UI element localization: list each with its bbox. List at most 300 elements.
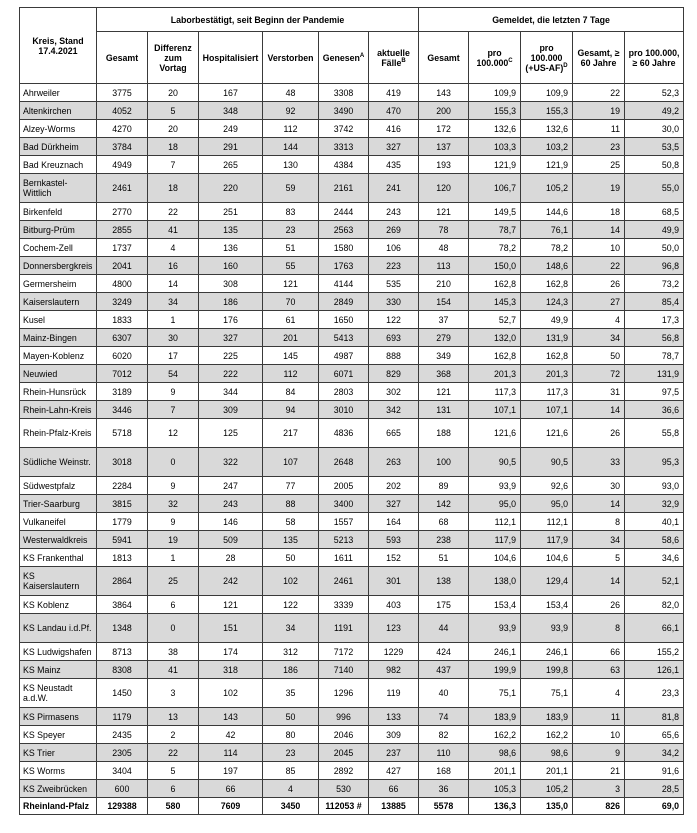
table-row bbox=[20, 102, 684, 120]
cell-diff-prev-day: 0 bbox=[148, 448, 199, 477]
cell-total-60plus: 30 bbox=[573, 477, 625, 495]
cell-week-total: 120 bbox=[419, 174, 469, 203]
table-row bbox=[20, 329, 684, 347]
cell-total: 5718 bbox=[97, 419, 148, 448]
cell-total-60plus: 19 bbox=[573, 102, 625, 120]
cell-per-100k-60plus: 96,8 bbox=[625, 257, 684, 275]
cell-per-100k-us-af: 117,9 bbox=[521, 531, 573, 549]
cell-total-60plus: 5 bbox=[573, 549, 625, 567]
cell-total-60plus: 72 bbox=[573, 365, 625, 383]
cell-deceased: 112 bbox=[263, 120, 319, 138]
cell-total-60plus: 11 bbox=[573, 120, 625, 138]
cell-total-60plus: 27 bbox=[573, 293, 625, 311]
cell-total: 3864 bbox=[97, 596, 148, 614]
cell-per-100k-us-af: 105,2 bbox=[521, 174, 573, 203]
cell-diff-prev-day: 34 bbox=[148, 293, 199, 311]
cell-per-100k-60plus: 23,3 bbox=[625, 679, 684, 708]
total-per-100k-60plus: 69,0 bbox=[625, 798, 684, 815]
district-name: Germersheim bbox=[20, 275, 97, 293]
district-name: KS Speyer bbox=[20, 726, 97, 744]
cell-total-60plus: 10 bbox=[573, 726, 625, 744]
cell-deceased: 94 bbox=[263, 401, 319, 419]
cell-per-100k-60plus: 73,2 bbox=[625, 275, 684, 293]
table-row bbox=[20, 203, 684, 221]
cell-per-100k: 201,1 bbox=[469, 762, 521, 780]
cell-total-60plus: 14 bbox=[573, 401, 625, 419]
cell-total-60plus: 3 bbox=[573, 780, 625, 798]
col-header-recovered bbox=[319, 32, 369, 84]
cell-diff-prev-day: 9 bbox=[148, 513, 199, 531]
district-name: Vulkaneifel bbox=[20, 513, 97, 531]
cell-per-100k: 105,3 bbox=[469, 780, 521, 798]
district-name: KS Frankenthal bbox=[20, 549, 97, 567]
cell-per-100k: 52,7 bbox=[469, 311, 521, 329]
cell-diff-prev-day: 1 bbox=[148, 311, 199, 329]
table-row bbox=[20, 419, 684, 448]
cell-per-100k: 162,8 bbox=[469, 275, 521, 293]
cell-week-total: 143 bbox=[419, 84, 469, 102]
cell-total-60plus: 21 bbox=[573, 762, 625, 780]
cell-week-total: 89 bbox=[419, 477, 469, 495]
cell-deceased: 145 bbox=[263, 347, 319, 365]
cell-total: 8308 bbox=[97, 661, 148, 679]
cell-total: 2461 bbox=[97, 174, 148, 203]
cell-current-cases: 829 bbox=[369, 365, 419, 383]
cell-current-cases: 309 bbox=[369, 726, 419, 744]
cell-deceased: 201 bbox=[263, 329, 319, 347]
cell-per-100k-us-af: 121,6 bbox=[521, 419, 573, 448]
cell-total-60plus: 14 bbox=[573, 567, 625, 596]
cell-per-100k: 106,7 bbox=[469, 174, 521, 203]
cell-per-100k-us-af: 121,9 bbox=[521, 156, 573, 174]
cell-diff-prev-day: 38 bbox=[148, 643, 199, 661]
table-row bbox=[20, 311, 684, 329]
cell-per-100k-us-af: 162,8 bbox=[521, 275, 573, 293]
cell-deceased: 144 bbox=[263, 138, 319, 156]
cell-per-100k: 138,0 bbox=[469, 567, 521, 596]
cell-diff-prev-day: 54 bbox=[148, 365, 199, 383]
district-name: Trier-Saarburg bbox=[20, 495, 97, 513]
cell-per-100k-us-af: 153,4 bbox=[521, 596, 573, 614]
cell-per-100k-us-af: 117,3 bbox=[521, 383, 573, 401]
total-per-100k: 136,3 bbox=[469, 798, 521, 815]
cell-week-total: 44 bbox=[419, 614, 469, 643]
cell-diff-prev-day: 7 bbox=[148, 401, 199, 419]
district-name: KS Neustadt a.d.W. bbox=[20, 679, 97, 708]
cell-current-cases: 888 bbox=[369, 347, 419, 365]
cell-per-100k-us-af: 104,6 bbox=[521, 549, 573, 567]
cell-per-100k: 95,0 bbox=[469, 495, 521, 513]
district-name: Bitburg-Prüm bbox=[20, 221, 97, 239]
cell-total-60plus: 14 bbox=[573, 495, 625, 513]
cell-per-100k-us-af: 129,4 bbox=[521, 567, 573, 596]
total-current-cases: 13885 bbox=[369, 798, 419, 815]
total-deceased: 3450 bbox=[263, 798, 319, 815]
cell-week-total: 37 bbox=[419, 311, 469, 329]
cell-week-total: 131 bbox=[419, 401, 469, 419]
cell-per-100k: 112,1 bbox=[469, 513, 521, 531]
cell-week-total: 175 bbox=[419, 596, 469, 614]
cell-per-100k-60plus: 58,6 bbox=[625, 531, 684, 549]
cell-per-100k-60plus: 126,1 bbox=[625, 661, 684, 679]
cell-diff-prev-day: 17 bbox=[148, 347, 199, 365]
table-row bbox=[20, 293, 684, 311]
cell-total-60plus: 34 bbox=[573, 531, 625, 549]
cell-current-cases: 403 bbox=[369, 596, 419, 614]
table-row bbox=[20, 239, 684, 257]
cell-current-cases: 223 bbox=[369, 257, 419, 275]
district-name: Donnersbergkreis bbox=[20, 257, 97, 275]
cell-total-60plus: 66 bbox=[573, 643, 625, 661]
cell-recovered: 2648 bbox=[319, 448, 369, 477]
cell-diff-prev-day: 41 bbox=[148, 221, 199, 239]
district-name: Südwestpfalz bbox=[20, 477, 97, 495]
footnote-marker: B bbox=[401, 57, 406, 64]
cell-per-100k: 117,9 bbox=[469, 531, 521, 549]
district-name: Mayen-Koblenz bbox=[20, 347, 97, 365]
cell-total: 2284 bbox=[97, 477, 148, 495]
cell-total: 3404 bbox=[97, 762, 148, 780]
total-week-total: 5578 bbox=[419, 798, 469, 815]
cell-current-cases: 237 bbox=[369, 744, 419, 762]
cell-current-cases: 152 bbox=[369, 549, 419, 567]
cell-per-100k: 199,9 bbox=[469, 661, 521, 679]
table-row bbox=[20, 84, 684, 102]
cell-diff-prev-day: 22 bbox=[148, 203, 199, 221]
cell-hospitalized: 135 bbox=[199, 221, 263, 239]
table-row bbox=[20, 365, 684, 383]
cell-recovered: 7172 bbox=[319, 643, 369, 661]
cell-deceased: 70 bbox=[263, 293, 319, 311]
cell-deceased: 23 bbox=[263, 744, 319, 762]
cell-recovered: 6071 bbox=[319, 365, 369, 383]
cell-hospitalized: 265 bbox=[199, 156, 263, 174]
cell-recovered: 1580 bbox=[319, 239, 369, 257]
cell-diff-prev-day: 5 bbox=[148, 762, 199, 780]
total-per-100k-us-af: 135,0 bbox=[521, 798, 573, 815]
cell-total: 3784 bbox=[97, 138, 148, 156]
cell-deceased: 51 bbox=[263, 239, 319, 257]
cell-current-cases: 202 bbox=[369, 477, 419, 495]
cell-per-100k-60plus: 32,9 bbox=[625, 495, 684, 513]
cell-per-100k: 183,9 bbox=[469, 708, 521, 726]
cell-recovered: 2161 bbox=[319, 174, 369, 203]
cell-per-100k-us-af: 76,1 bbox=[521, 221, 573, 239]
cell-per-100k: 145,3 bbox=[469, 293, 521, 311]
cell-per-100k-60plus: 50,0 bbox=[625, 239, 684, 257]
cell-current-cases: 122 bbox=[369, 311, 419, 329]
cell-recovered: 3400 bbox=[319, 495, 369, 513]
cell-hospitalized: 146 bbox=[199, 513, 263, 531]
district-name: KS Trier bbox=[20, 744, 97, 762]
cell-total: 1813 bbox=[97, 549, 148, 567]
cell-current-cases: 164 bbox=[369, 513, 419, 531]
cell-hospitalized: 291 bbox=[199, 138, 263, 156]
cell-per-100k-60plus: 93,0 bbox=[625, 477, 684, 495]
cell-diff-prev-day: 20 bbox=[148, 120, 199, 138]
cell-per-100k-60plus: 36,6 bbox=[625, 401, 684, 419]
cell-diff-prev-day: 25 bbox=[148, 567, 199, 596]
cell-current-cases: 470 bbox=[369, 102, 419, 120]
cell-deceased: 50 bbox=[263, 549, 319, 567]
cell-hospitalized: 167 bbox=[199, 84, 263, 102]
cell-hospitalized: 176 bbox=[199, 311, 263, 329]
district-name: KS Worms bbox=[20, 762, 97, 780]
cell-total-60plus: 26 bbox=[573, 596, 625, 614]
cell-per-100k: 121,6 bbox=[469, 419, 521, 448]
cell-current-cases: 327 bbox=[369, 495, 419, 513]
cell-recovered: 2849 bbox=[319, 293, 369, 311]
cell-deceased: 112 bbox=[263, 365, 319, 383]
cell-current-cases: 106 bbox=[369, 239, 419, 257]
cell-per-100k-us-af: 78,2 bbox=[521, 239, 573, 257]
cell-per-100k-us-af: 107,1 bbox=[521, 401, 573, 419]
col-header-label: pro 100.000, ≥ 60 Jahre bbox=[628, 47, 680, 68]
cell-total: 7012 bbox=[97, 365, 148, 383]
col-header-label: Verstorben bbox=[267, 52, 314, 63]
total-total-60plus: 826 bbox=[573, 798, 625, 815]
cell-diff-prev-day: 7 bbox=[148, 156, 199, 174]
cell-deceased: 77 bbox=[263, 477, 319, 495]
table-row bbox=[20, 138, 684, 156]
cell-week-total: 137 bbox=[419, 138, 469, 156]
cell-recovered: 1650 bbox=[319, 311, 369, 329]
col-header-current-cases bbox=[369, 32, 419, 84]
table-row bbox=[20, 448, 684, 477]
cell-deceased: 4 bbox=[263, 780, 319, 798]
cell-total: 5941 bbox=[97, 531, 148, 549]
cell-hospitalized: 66 bbox=[199, 780, 263, 798]
district-name: KS Ludwigshafen bbox=[20, 643, 97, 661]
cell-per-100k-60plus: 34,2 bbox=[625, 744, 684, 762]
cell-recovered: 2461 bbox=[319, 567, 369, 596]
cell-per-100k: 153,4 bbox=[469, 596, 521, 614]
cell-current-cases: 416 bbox=[369, 120, 419, 138]
cell-total-60plus: 33 bbox=[573, 448, 625, 477]
cell-total: 3018 bbox=[97, 448, 148, 477]
table-row bbox=[20, 614, 684, 643]
table-row bbox=[20, 495, 684, 513]
cell-hospitalized: 28 bbox=[199, 549, 263, 567]
cell-per-100k-us-af: 112,1 bbox=[521, 513, 573, 531]
cell-recovered: 3308 bbox=[319, 84, 369, 102]
cell-diff-prev-day: 20 bbox=[148, 84, 199, 102]
district-name: Kaiserslautern bbox=[20, 293, 97, 311]
cell-total-60plus: 26 bbox=[573, 419, 625, 448]
cell-hospitalized: 344 bbox=[199, 383, 263, 401]
cell-diff-prev-day: 2 bbox=[148, 726, 199, 744]
cell-recovered: 3490 bbox=[319, 102, 369, 120]
district-name: KS Zweibrücken bbox=[20, 780, 97, 798]
cell-per-100k-us-af: 144,6 bbox=[521, 203, 573, 221]
cell-hospitalized: 322 bbox=[199, 448, 263, 477]
cell-current-cases: 123 bbox=[369, 614, 419, 643]
cell-total: 3249 bbox=[97, 293, 148, 311]
cell-per-100k-60plus: 50,8 bbox=[625, 156, 684, 174]
cell-current-cases: 435 bbox=[369, 156, 419, 174]
cell-total: 6307 bbox=[97, 329, 148, 347]
cell-deceased: 135 bbox=[263, 531, 319, 549]
district-name: Altenkirchen bbox=[20, 102, 97, 120]
cell-week-total: 238 bbox=[419, 531, 469, 549]
cell-total-60plus: 23 bbox=[573, 138, 625, 156]
table-row bbox=[20, 744, 684, 762]
cell-recovered: 5213 bbox=[319, 531, 369, 549]
cell-hospitalized: 42 bbox=[199, 726, 263, 744]
district-name: Ahrweiler bbox=[20, 84, 97, 102]
cell-current-cases: 1229 bbox=[369, 643, 419, 661]
cell-recovered: 2046 bbox=[319, 726, 369, 744]
covid-case-table bbox=[19, 7, 684, 815]
cell-deceased: 130 bbox=[263, 156, 319, 174]
cell-diff-prev-day: 18 bbox=[148, 174, 199, 203]
cell-current-cases: 982 bbox=[369, 661, 419, 679]
cell-per-100k-60plus: 95,3 bbox=[625, 448, 684, 477]
cell-deceased: 83 bbox=[263, 203, 319, 221]
cell-per-100k: 93,9 bbox=[469, 614, 521, 643]
cell-recovered: 1191 bbox=[319, 614, 369, 643]
cell-deceased: 34 bbox=[263, 614, 319, 643]
cell-total: 1348 bbox=[97, 614, 148, 643]
cell-total-60plus: 50 bbox=[573, 347, 625, 365]
cell-week-total: 113 bbox=[419, 257, 469, 275]
cell-current-cases: 243 bbox=[369, 203, 419, 221]
cell-per-100k-us-af: 183,9 bbox=[521, 708, 573, 726]
cell-week-total: 368 bbox=[419, 365, 469, 383]
cell-deceased: 107 bbox=[263, 448, 319, 477]
col-header-label: Gesamt bbox=[105, 52, 139, 63]
cell-hospitalized: 348 bbox=[199, 102, 263, 120]
cell-per-100k: 103,3 bbox=[469, 138, 521, 156]
cell-total-60plus: 10 bbox=[573, 239, 625, 257]
cell-per-100k-us-af: 109,9 bbox=[521, 84, 573, 102]
cell-hospitalized: 151 bbox=[199, 614, 263, 643]
cell-per-100k-60plus: 30,0 bbox=[625, 120, 684, 138]
cell-hospitalized: 143 bbox=[199, 708, 263, 726]
table-row bbox=[20, 477, 684, 495]
cell-recovered: 1296 bbox=[319, 679, 369, 708]
cell-week-total: 68 bbox=[419, 513, 469, 531]
cell-hospitalized: 243 bbox=[199, 495, 263, 513]
cell-diff-prev-day: 3 bbox=[148, 679, 199, 708]
cell-per-100k-us-af: 98,6 bbox=[521, 744, 573, 762]
col-header-total-60plus bbox=[573, 32, 625, 84]
cell-per-100k-60plus: 55,0 bbox=[625, 174, 684, 203]
cell-week-total: 82 bbox=[419, 726, 469, 744]
district-name: Rhein-Pfalz-Kreis bbox=[20, 419, 97, 448]
cell-hospitalized: 327 bbox=[199, 329, 263, 347]
cell-per-100k-us-af: 124,3 bbox=[521, 293, 573, 311]
cell-current-cases: 301 bbox=[369, 567, 419, 596]
cell-per-100k-us-af: 201,3 bbox=[521, 365, 573, 383]
cell-total-60plus: 4 bbox=[573, 311, 625, 329]
cell-total-60plus: 26 bbox=[573, 275, 625, 293]
table-row bbox=[20, 531, 684, 549]
cell-diff-prev-day: 5 bbox=[148, 102, 199, 120]
cell-week-total: 172 bbox=[419, 120, 469, 138]
cell-total: 4052 bbox=[97, 102, 148, 120]
cell-diff-prev-day: 6 bbox=[148, 596, 199, 614]
col-header-label: Genesen bbox=[322, 52, 360, 63]
district-name: Rhein-Hunsrück bbox=[20, 383, 97, 401]
cell-total: 8713 bbox=[97, 643, 148, 661]
cell-hospitalized: 509 bbox=[199, 531, 263, 549]
cell-diff-prev-day: 9 bbox=[148, 477, 199, 495]
cell-deceased: 48 bbox=[263, 84, 319, 102]
cell-total-60plus: 18 bbox=[573, 203, 625, 221]
total-recovered: 112053 # bbox=[319, 798, 369, 815]
cell-per-100k-60plus: 55,8 bbox=[625, 419, 684, 448]
cell-per-100k: 155,3 bbox=[469, 102, 521, 120]
cell-hospitalized: 121 bbox=[199, 596, 263, 614]
district-name: KS Mainz bbox=[20, 661, 97, 679]
cell-per-100k-60plus: 28,5 bbox=[625, 780, 684, 798]
cell-deceased: 61 bbox=[263, 311, 319, 329]
cell-per-100k-60plus: 78,7 bbox=[625, 347, 684, 365]
cell-per-100k: 107,1 bbox=[469, 401, 521, 419]
cell-hospitalized: 114 bbox=[199, 744, 263, 762]
total-hospitalized: 7609 bbox=[199, 798, 263, 815]
cell-per-100k-60plus: 52,1 bbox=[625, 567, 684, 596]
table-row bbox=[20, 275, 684, 293]
cell-deceased: 122 bbox=[263, 596, 319, 614]
cell-diff-prev-day: 41 bbox=[148, 661, 199, 679]
cell-diff-prev-day: 19 bbox=[148, 531, 199, 549]
cell-deceased: 35 bbox=[263, 679, 319, 708]
cell-total: 6020 bbox=[97, 347, 148, 365]
cell-recovered: 3339 bbox=[319, 596, 369, 614]
cell-week-total: 110 bbox=[419, 744, 469, 762]
cell-week-total: 100 bbox=[419, 448, 469, 477]
cell-deceased: 50 bbox=[263, 708, 319, 726]
cell-per-100k-60plus: 97,5 bbox=[625, 383, 684, 401]
table-row bbox=[20, 762, 684, 780]
col-header-diff-prev-day bbox=[148, 32, 199, 84]
cell-total-60plus: 4 bbox=[573, 679, 625, 708]
cell-per-100k-60plus: 85,4 bbox=[625, 293, 684, 311]
cell-total-60plus: 22 bbox=[573, 84, 625, 102]
cell-recovered: 5413 bbox=[319, 329, 369, 347]
cell-per-100k-us-af: 199,8 bbox=[521, 661, 573, 679]
table-row bbox=[20, 708, 684, 726]
cell-per-100k: 117,3 bbox=[469, 383, 521, 401]
cell-total-60plus: 31 bbox=[573, 383, 625, 401]
cell-per-100k-us-af: 162,2 bbox=[521, 726, 573, 744]
table-row bbox=[20, 661, 684, 679]
cell-per-100k: 90,5 bbox=[469, 448, 521, 477]
district-name: Cochem-Zell bbox=[20, 239, 97, 257]
cell-total-60plus: 22 bbox=[573, 257, 625, 275]
cell-week-total: 154 bbox=[419, 293, 469, 311]
total-total: 129388 bbox=[97, 798, 148, 815]
district-name: Bad Dürkheim bbox=[20, 138, 97, 156]
cell-diff-prev-day: 4 bbox=[148, 239, 199, 257]
cell-hospitalized: 309 bbox=[199, 401, 263, 419]
district-name: Kusel bbox=[20, 311, 97, 329]
cell-per-100k-60plus: 17,3 bbox=[625, 311, 684, 329]
cell-per-100k-us-af: 201,1 bbox=[521, 762, 573, 780]
total-row bbox=[20, 798, 684, 815]
col-header-total bbox=[97, 32, 148, 84]
header-corner: Kreis, Stand 17.4.2021 bbox=[20, 8, 97, 84]
cell-per-100k-us-af: 92,6 bbox=[521, 477, 573, 495]
col-header-week-total bbox=[419, 32, 469, 84]
cell-week-total: 74 bbox=[419, 708, 469, 726]
table-row bbox=[20, 401, 684, 419]
cell-recovered: 530 bbox=[319, 780, 369, 798]
cell-total: 4800 bbox=[97, 275, 148, 293]
cell-per-100k: 150,0 bbox=[469, 257, 521, 275]
